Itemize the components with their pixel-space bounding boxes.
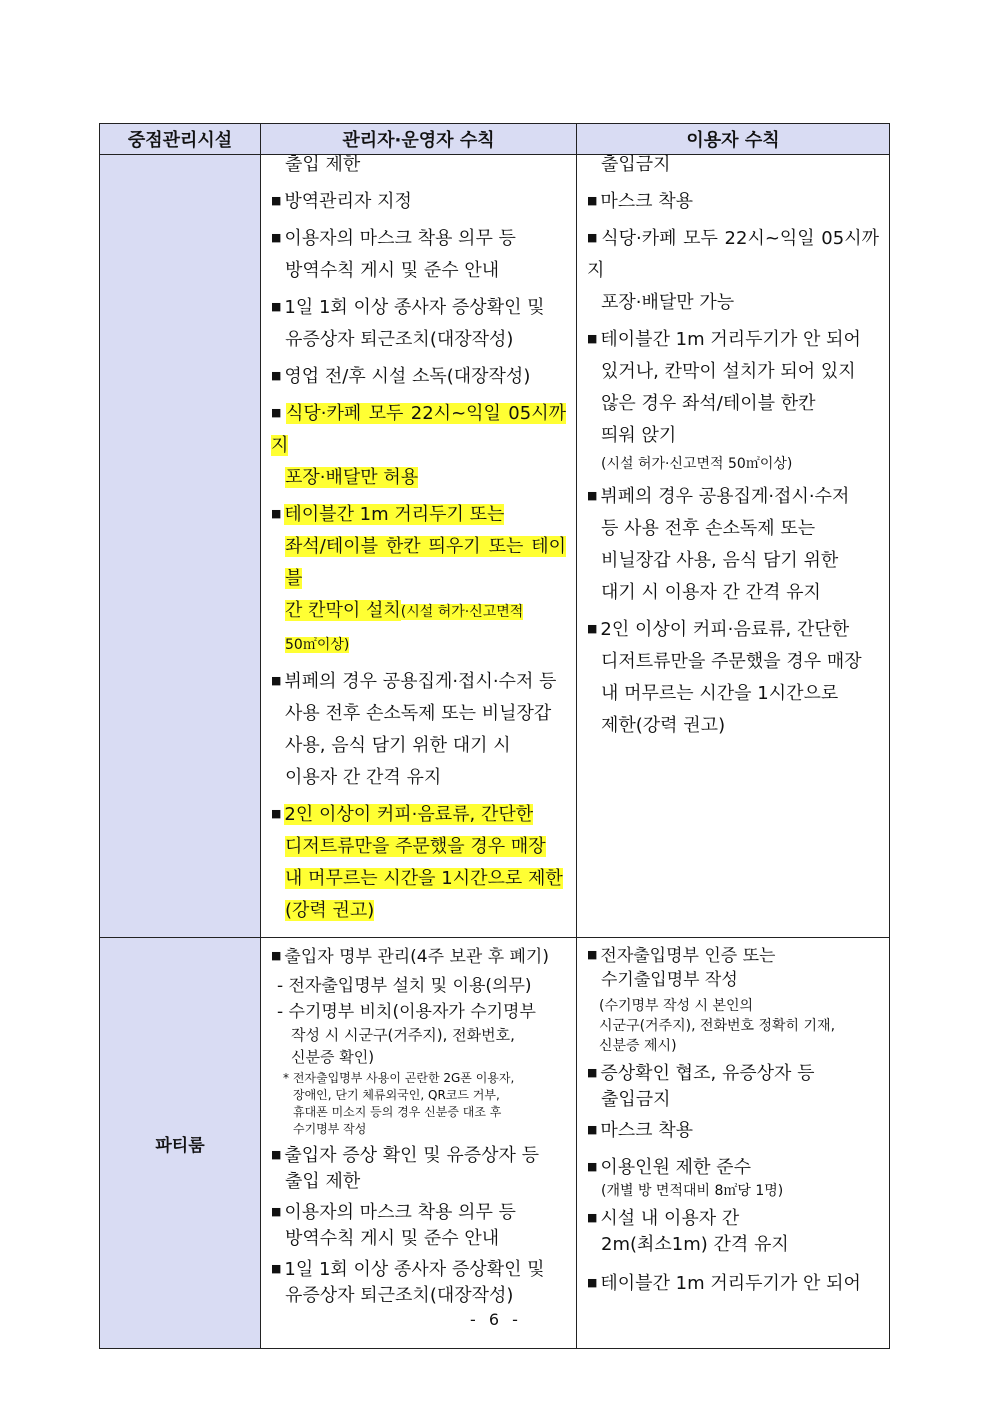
header-operator-rules: 관리자·운영자 수칙 [261, 124, 577, 155]
square-bullet-icon: ■ [587, 231, 599, 244]
square-bullet-icon: ■ [271, 406, 284, 419]
list-item: ■ 뷔페의 경우 공용집게·접시·수저 등 사용 전후 손소독제 또는 비닐장갑 사용, 음식 담기 위한 대기 시 이용자 간 간격 유지 [587, 486, 850, 603]
table-header-row [100, 124, 890, 155]
list-item: ■ 이용인원 제한 준수 (개별 방 면적대비 8㎡당 1명) [587, 1157, 784, 1199]
list-item: ■ 테이블간 1m 거리두기가 안 되어 [587, 1273, 861, 1294]
square-bullet-icon: ■ [587, 1160, 598, 1173]
list-item: ■ 이용자의 마스크 착용 의무 등 방역수칙 게시 및 준수 안내 [271, 1202, 516, 1249]
operator-rules-cell [261, 938, 577, 1349]
list-item: ■ 영업 전/후 시설 소독(대장작성) [271, 366, 531, 387]
square-bullet-icon: ■ [587, 489, 598, 502]
list-item-highlighted: ■ 식당·카페 모두 22시~익일 05시까지 포장·배달만 허용 [271, 403, 566, 488]
square-bullet-icon: ■ [271, 674, 282, 687]
list-item: ■ 1일 1회 이상 종사자 증상확인 및 유증상자 퇴근조치(대장작성) [271, 297, 545, 350]
square-bullet-icon: ■ [587, 1211, 598, 1224]
square-bullet-icon: ■ [271, 1148, 282, 1161]
header-facility: 중점관리시설 [100, 124, 261, 155]
list-item: ■ 증상확인 협조, 유증상자 등 출입금지 [587, 1063, 815, 1110]
list-item-highlighted: ■ 테이블간 1m 거리두기 또는 좌석/테이블 한칸 띄우기 또는 테이블 간 칸막이 설치(시설 허가·신고면적 50㎡이상) [271, 504, 566, 653]
operator-rules-cell [261, 155, 577, 938]
list-item: 출입금지 [601, 154, 671, 175]
list-item: ■ 1일 1회 이상 종사자 증상확인 및 유증상자 퇴근조치(대장작성) [271, 1259, 545, 1306]
square-bullet-icon: ■ [271, 507, 282, 520]
footnote: * 전자출입명부 사용이 곤란한 2G폰 이용자, 장애인, 단기 체류외국인, QR코드 거부, 휴대폰 미소지 등의 경우 신분증 대조 후 수기명부 작성 [283, 1071, 515, 1136]
square-bullet-icon: ■ [271, 949, 282, 962]
user-rules-cell [577, 155, 890, 938]
square-bullet-icon: ■ [271, 807, 282, 820]
list-item: ■ 전자출입명부 인증 또는 수기출입명부 작성 [587, 946, 776, 990]
list-item: ■ 마스크 착용 [587, 1120, 694, 1141]
list-item: ■ 출입자 증상 확인 및 유증상자 등 출입 제한 [271, 1145, 540, 1192]
list-item: ■ 방역관리자 지정 [271, 191, 412, 212]
user-rules-cell [577, 938, 890, 1349]
square-bullet-icon: ■ [587, 948, 598, 961]
square-bullet-icon: ■ [587, 194, 598, 207]
square-bullet-icon: ■ [587, 332, 598, 345]
table-row [100, 155, 890, 938]
square-bullet-icon: ■ [587, 1123, 598, 1136]
square-bullet-icon: ■ [587, 1066, 598, 1079]
square-bullet-icon: ■ [587, 1276, 598, 1289]
square-bullet-icon: ■ [271, 1262, 282, 1275]
square-bullet-icon: ■ [271, 1205, 282, 1218]
facility-cell: 파티룸 [100, 938, 261, 1349]
list-item: ■ 뷔페의 경우 공용집게·접시·수저 등 사용 전후 손소독제 또는 비닐장갑 사용, 음식 담기 위한 대기 시 이용자 간 간격 유지 [271, 671, 557, 788]
square-bullet-icon: ■ [271, 194, 282, 207]
square-bullet-icon: ■ [271, 369, 282, 382]
header-user-rules: 이용자 수칙 [577, 124, 890, 155]
rules-table [99, 123, 890, 1349]
list-item: - 전자출입명부 설치 및 이용(의무) [277, 976, 532, 996]
square-bullet-icon: ■ [587, 622, 598, 635]
list-item: ■ 2인 이상이 커피·음료류, 간단한 디저트류만을 주문했을 경우 매장 내 머무르는 시간을 1시간으로 제한(강력 권고) [587, 619, 862, 736]
square-bullet-icon: ■ [271, 231, 282, 244]
list-item: 출입 제한 [285, 154, 361, 175]
note: (수기명부 작성 시 본인의 시군구(거주지), 전화번호 정확히 기재, 신분증 제시) [599, 998, 836, 1054]
facility-cell [100, 155, 261, 938]
list-item: ■ 식당·카페 모두 22시~익일 05시까지 포장·배달만 가능 [587, 228, 879, 313]
list-item: ■ 출입자 명부 관리(4주 보관 후 폐기) [271, 947, 549, 967]
square-bullet-icon: ■ [271, 300, 282, 313]
list-item: ■ 시설 내 이용자 간 2m(최소1m) 간격 유지 [587, 1208, 789, 1255]
list-item: ■ 테이블간 1m 거리두기가 안 되어 있거나, 칸막이 설치가 되어 있지 않은 경우 좌석/테이블 한칸 띄워 앉기 (시설 허가·신고면적 50㎡이상) [587, 329, 861, 472]
list-item: ■ 이용자의 마스크 착용 의무 등 방역수칙 게시 및 준수 안내 [271, 228, 516, 281]
page-number: - 6 - [470, 1310, 522, 1329]
list-item: - 수기명부 비치(이용자가 수기명부 작성 시 시군구(거주지), 전화번호, 신분증 확인) [277, 1002, 536, 1066]
table-row [100, 938, 890, 1349]
list-item: ■ 마스크 착용 [587, 191, 694, 212]
list-item-highlighted: ■ 2인 이상이 커피·음료류, 간단한 디저트류만을 주문했을 경우 매장 내 머무르는 시간을 1시간으로 제한 (강력 권고) [271, 804, 563, 921]
